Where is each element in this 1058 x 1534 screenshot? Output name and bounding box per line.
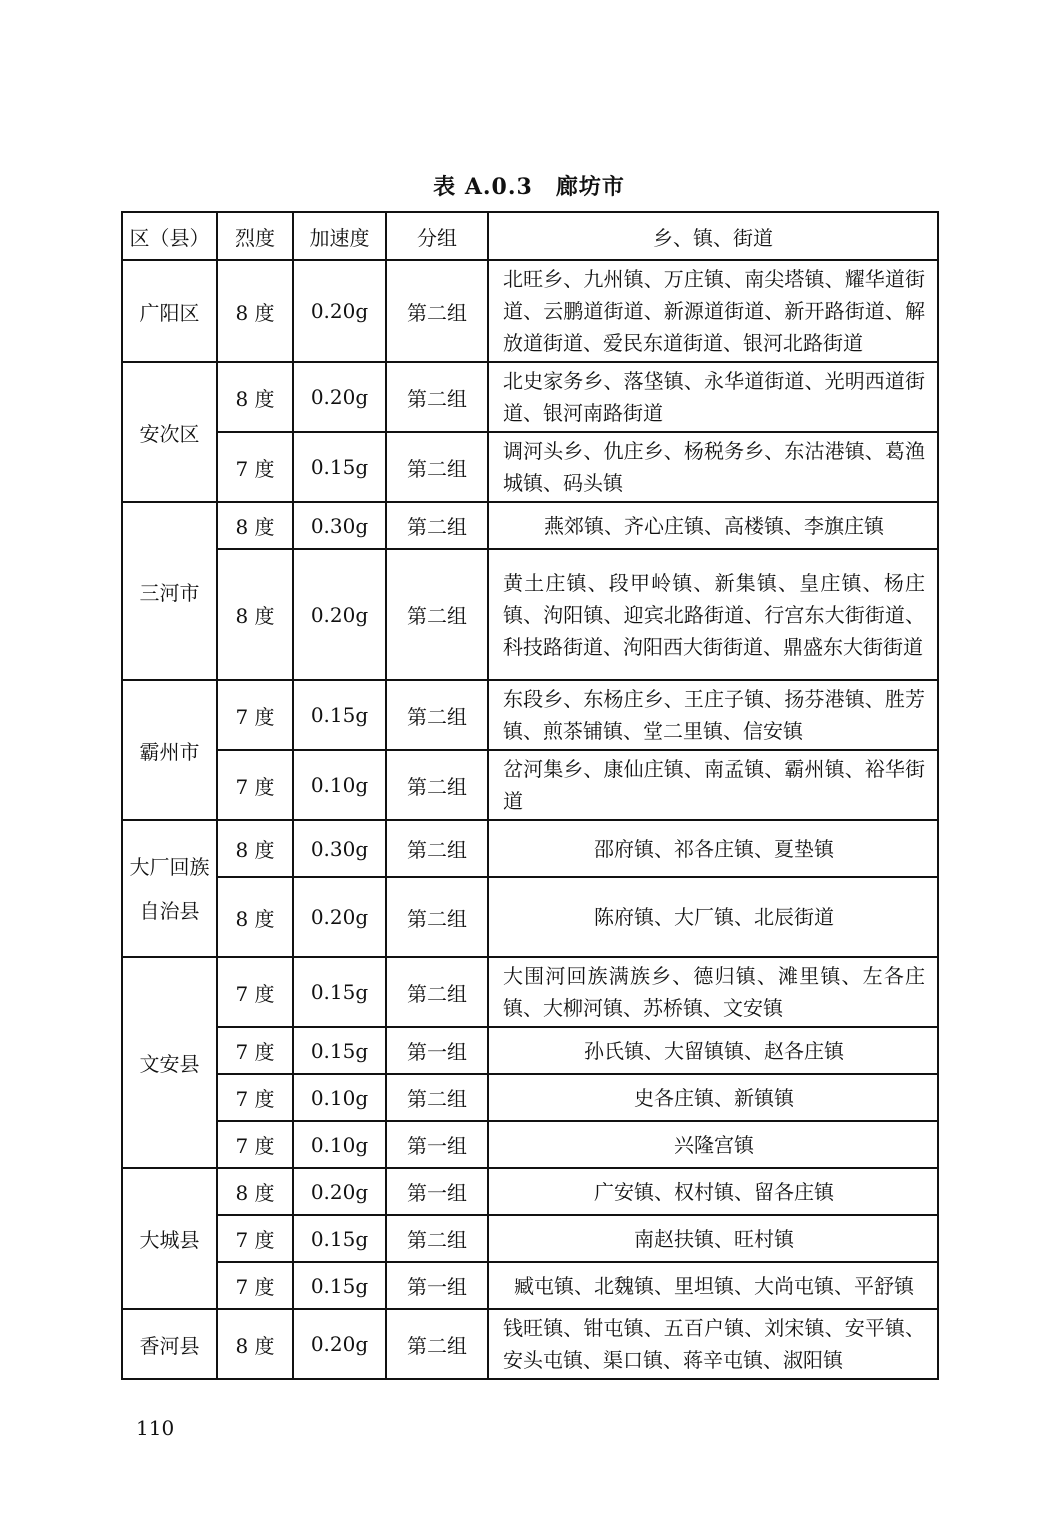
intensity-cell: 7 度 <box>217 1074 293 1121</box>
acceleration-cell: 0.10g <box>293 750 386 820</box>
table-row <box>122 1262 938 1309</box>
places-cell: 东段乡、东杨庄乡、王庄子镇、扬芬港镇、胜芳镇、煎茶铺镇、堂二里镇、信安镇 <box>488 680 938 750</box>
acceleration-cell: 0.30g <box>293 820 386 877</box>
acceleration-cell: 0.30g <box>293 502 386 549</box>
places-cell: 黄土庄镇、段甲岭镇、新集镇、皇庄镇、杨庄镇、泃阳镇、迎宾北路街道、行宫东大街街道、科技路街道、泃阳西大街街道、鼎盛东大街街道 <box>488 549 938 680</box>
table-title: 表 A.0.3 廊坊市 <box>433 174 625 200</box>
group-cell: 第二组 <box>386 820 488 877</box>
district-cell: 香河县 <box>122 1309 217 1379</box>
acceleration-cell: 0.15g <box>293 1262 386 1309</box>
group-cell: 第二组 <box>386 260 488 362</box>
acceleration-cell: 0.15g <box>293 432 386 502</box>
places-cell: 钱旺镇、钳屯镇、五百户镇、刘宋镇、安平镇、安头屯镇、渠口镇、蒋辛屯镇、淑阳镇 <box>488 1309 938 1379</box>
group-cell: 第二组 <box>386 750 488 820</box>
intensity-cell: 7 度 <box>217 1215 293 1262</box>
header-intensity: 烈度 <box>217 212 293 260</box>
district-cell: 安次区 <box>122 362 217 502</box>
group-cell: 第一组 <box>386 1121 488 1168</box>
intensity-cell: 8 度 <box>217 549 293 680</box>
intensity-cell: 8 度 <box>217 502 293 549</box>
intensity-cell: 7 度 <box>217 1262 293 1309</box>
group-cell: 第二组 <box>386 1309 488 1379</box>
table-row <box>122 1168 938 1215</box>
intensity-cell: 8 度 <box>217 362 293 432</box>
acceleration-cell: 0.20g <box>293 877 386 957</box>
district-cell: 霸州市 <box>122 680 217 820</box>
table-row <box>122 260 938 362</box>
table-row <box>122 957 938 1027</box>
intensity-cell: 7 度 <box>217 750 293 820</box>
group-cell: 第二组 <box>386 957 488 1027</box>
group-cell: 第二组 <box>386 432 488 502</box>
group-cell: 第二组 <box>386 877 488 957</box>
group-cell: 第二组 <box>386 549 488 680</box>
group-cell: 第二组 <box>386 680 488 750</box>
places-cell: 北旺乡、九州镇、万庄镇、南尖塔镇、耀华道街道、云鹏道街道、新源道街道、新开路街道、解放道街道、爱民东道街道、银河北路街道 <box>488 260 938 362</box>
places-cell: 广安镇、权村镇、留各庄镇 <box>488 1168 938 1215</box>
group-cell: 第二组 <box>386 1215 488 1262</box>
places-cell: 邵府镇、祁各庄镇、夏垫镇 <box>488 820 938 877</box>
intensity-cell: 8 度 <box>217 820 293 877</box>
places-cell: 孙氏镇、大留镇镇、赵各庄镇 <box>488 1027 938 1074</box>
table-row <box>122 549 938 680</box>
places-cell: 史各庄镇、新镇镇 <box>488 1074 938 1121</box>
places-cell: 南赵扶镇、旺村镇 <box>488 1215 938 1262</box>
table-row <box>122 1027 938 1074</box>
table-row <box>122 680 938 750</box>
table-row <box>122 1309 938 1379</box>
intensity-cell: 8 度 <box>217 1168 293 1215</box>
places-cell: 兴隆宫镇 <box>488 1121 938 1168</box>
district-cell: 大厂回族自治县 <box>122 820 217 957</box>
table-row <box>122 820 938 877</box>
group-cell: 第一组 <box>386 1262 488 1309</box>
places-cell: 臧屯镇、北魏镇、里坦镇、大尚屯镇、平舒镇 <box>488 1262 938 1309</box>
intensity-cell: 8 度 <box>217 877 293 957</box>
acceleration-cell: 0.10g <box>293 1121 386 1168</box>
header-places: 乡、镇、街道 <box>488 212 938 260</box>
acceleration-cell: 0.15g <box>293 1027 386 1074</box>
intensity-cell: 8 度 <box>217 260 293 362</box>
acceleration-cell: 0.15g <box>293 1215 386 1262</box>
acceleration-cell: 0.20g <box>293 362 386 432</box>
acceleration-cell: 0.20g <box>293 1168 386 1215</box>
group-cell: 第二组 <box>386 1074 488 1121</box>
acceleration-cell: 0.15g <box>293 680 386 750</box>
group-cell: 第二组 <box>386 362 488 432</box>
acceleration-cell: 0.20g <box>293 260 386 362</box>
table-row <box>122 1074 938 1121</box>
places-cell: 陈府镇、大厂镇、北辰街道 <box>488 877 938 957</box>
table-row <box>122 432 938 502</box>
table-row <box>122 877 938 957</box>
places-cell: 岔河集乡、康仙庄镇、南孟镇、霸州镇、裕华街道 <box>488 750 938 820</box>
group-cell: 第一组 <box>386 1168 488 1215</box>
places-cell: 大围河回族满族乡、德归镇、滩里镇、左各庄镇、大柳河镇、苏桥镇、文安镇 <box>488 957 938 1027</box>
district-cell: 大城县 <box>122 1168 217 1309</box>
intensity-cell: 7 度 <box>217 957 293 1027</box>
page-number: 110 <box>136 1416 175 1440</box>
intensity-cell: 8 度 <box>217 1309 293 1379</box>
table-row <box>122 502 938 549</box>
group-cell: 第二组 <box>386 502 488 549</box>
acceleration-cell: 0.10g <box>293 1074 386 1121</box>
table-row <box>122 1121 938 1168</box>
acceleration-cell: 0.20g <box>293 549 386 680</box>
intensity-cell: 7 度 <box>217 1027 293 1074</box>
intensity-cell: 7 度 <box>217 680 293 750</box>
table-row <box>122 362 938 432</box>
acceleration-cell: 0.20g <box>293 1309 386 1379</box>
group-cell: 第一组 <box>386 1027 488 1074</box>
acceleration-cell: 0.15g <box>293 957 386 1027</box>
district-cell: 广阳区 <box>122 260 217 362</box>
table-row <box>122 1215 938 1262</box>
places-cell: 燕郊镇、齐心庄镇、高楼镇、李旗庄镇 <box>488 502 938 549</box>
header-row <box>122 212 938 260</box>
seismic-table <box>121 211 939 1380</box>
district-cell: 文安县 <box>122 957 217 1168</box>
places-cell: 调河头乡、仇庄乡、杨税务乡、东沽港镇、葛渔城镇、码头镇 <box>488 432 938 502</box>
places-cell: 北史家务乡、落垡镇、永华道街道、光明西道街道、银河南路街道 <box>488 362 938 432</box>
header-acceleration: 加速度 <box>293 212 386 260</box>
intensity-cell: 7 度 <box>217 1121 293 1168</box>
header-group: 分组 <box>386 212 488 260</box>
table-row <box>122 750 938 820</box>
district-cell: 三河市 <box>122 502 217 680</box>
intensity-cell: 7 度 <box>217 432 293 502</box>
header-district: 区（县） <box>122 212 217 260</box>
